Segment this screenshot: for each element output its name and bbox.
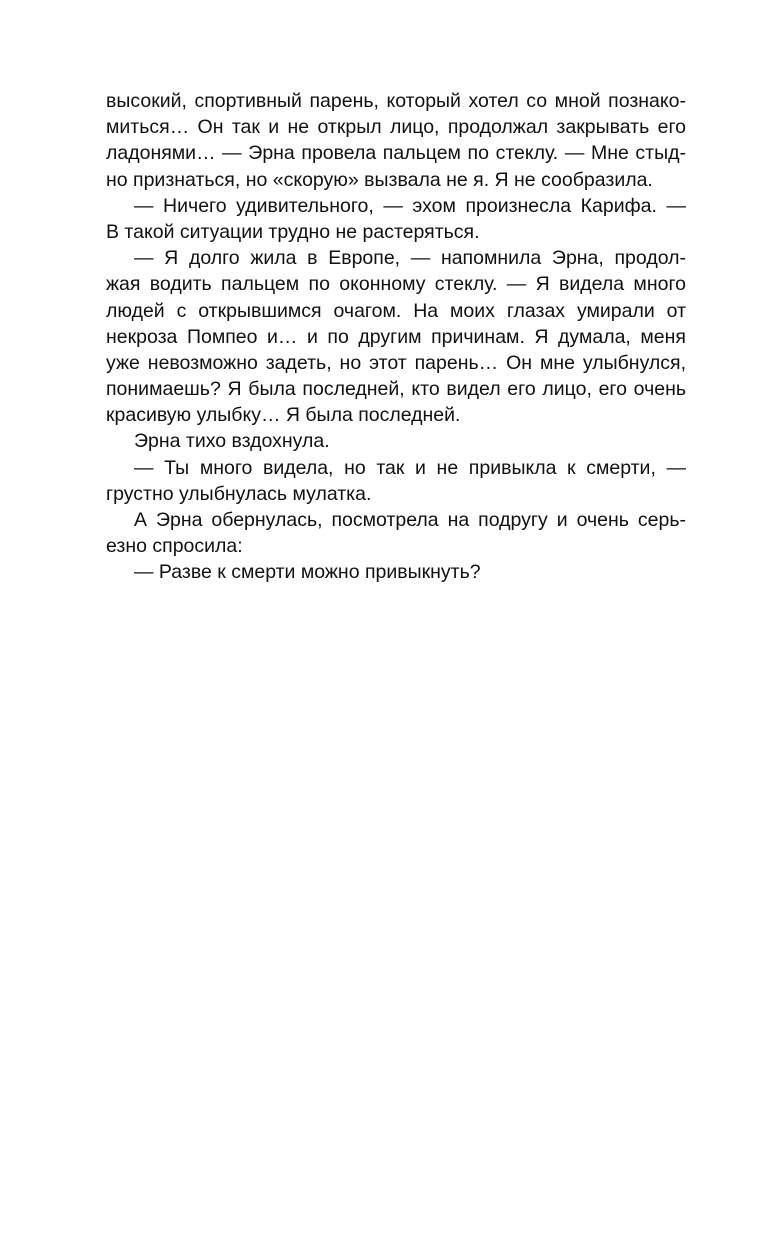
text-line: А Эрна обернулась, посмотрела на подругу и очень серь- <box>134 509 686 531</box>
text-line: езно спросила: <box>106 535 243 558</box>
text-line: некроза Помпео и… и по другим причинам. Я думала, меня <box>106 325 686 348</box>
text-line: Эрна тихо вздохнула. <box>134 430 330 453</box>
text-line: — Ты много видела, но так и не привыкла к смерти, — <box>134 456 686 479</box>
text-line: уже невозможно задеть, но этот парень… Он мне улыбнулся, <box>106 351 686 374</box>
text-line: — Разве к смерти можно привыкнуть? <box>134 561 481 584</box>
text-line: жая водить пальцем по оконному стеклу. — Я видела много <box>106 273 686 296</box>
body-text <box>106 88 686 586</box>
text-line: грустно улыбнулась мулатка. <box>106 482 372 505</box>
text-line: красивую улыбку… Я была последней. <box>106 404 461 427</box>
text-line: — Ничего удивительного, — эхом произнесла Карифа. — <box>134 194 686 217</box>
text-line: высокий, спортивный парень, который хотел со мной познако- <box>106 90 686 112</box>
text-line: В такой ситуации трудно не растеряться. <box>106 220 480 243</box>
text-line: — Я долго жила в Европе, — напомнила Эрна, продол- <box>134 247 686 270</box>
text-line: понимаешь? Я была последней, кто видел его лицо, его очень <box>106 378 686 401</box>
text-line: ладонями… — Эрна провела пальцем по стеклу. — Мне стыд- <box>106 142 686 165</box>
text-line: миться… Он так и не открыл лицо, продолжал закрывать его <box>106 116 686 139</box>
text-line: людей с открывшимся очагом. На моих глазах умирали от <box>106 299 686 322</box>
text-line: но признаться, но «скорую» вызвала не я. Я не сообразила. <box>106 168 653 191</box>
